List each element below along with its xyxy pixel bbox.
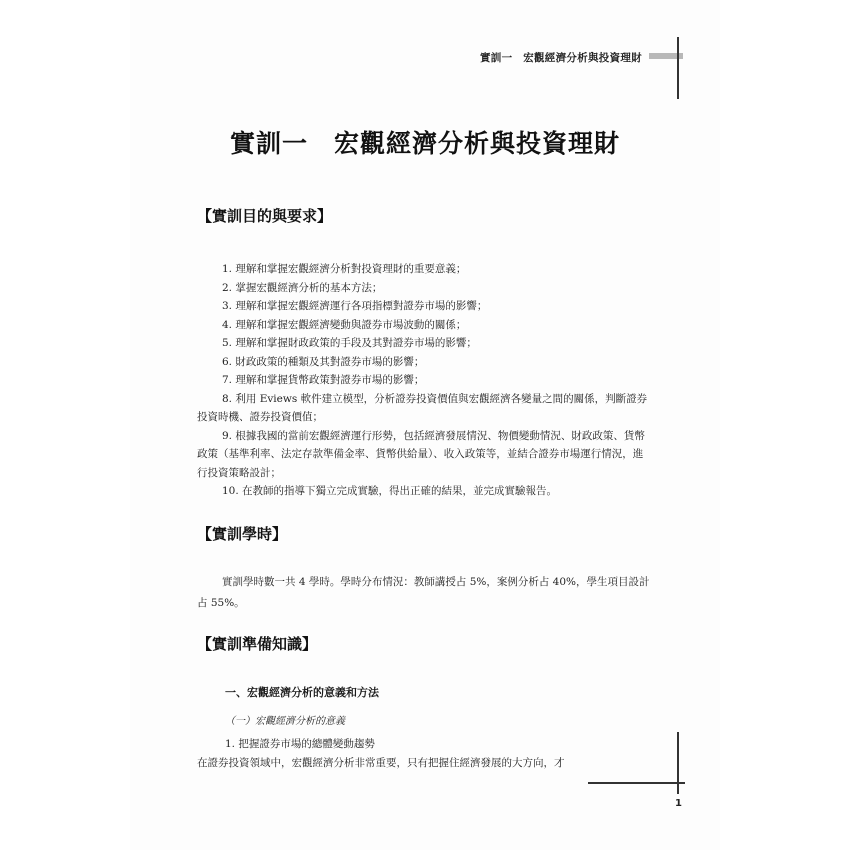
crop-mark-bottom-horizontal [588, 782, 685, 784]
chapter-name: 宏觀經濟分析與投資理財 [334, 129, 621, 158]
section-heading-knowledge: 【實訓準備知識】 [197, 635, 318, 653]
knowledge-sub-subheading: （一）宏觀經濟分析的意義 [225, 716, 345, 727]
knowledge-subheading: 一、宏觀經濟分析的意義和方法 [225, 686, 379, 699]
list-item: 6. 財政政策的種類及其對證券市場的影響； [222, 355, 425, 368]
section-heading-hours: 【實訓學時】 [197, 525, 288, 543]
list-item: 5. 理解和掌握財政政策的手段及其對證券市場的影響； [222, 337, 477, 349]
running-head: 實訓一 宏觀經濟分析與投資理財 [480, 52, 642, 64]
list-item: 10. 在教師的指導下獨立完成實驗，得出正確的結果，並完成實驗報告。 [222, 485, 558, 497]
list-item: 8. 利用 Eviews 軟件建立模型，分析證券投資價值與宏觀經濟各變量之間的關係，判斷證券投資時機、證券投資價值； [197, 392, 648, 423]
section-heading-objectives: 【實訓目的與要求】 [197, 207, 333, 225]
list-item: 1. 理解和掌握宏觀經濟分析對投資理財的重要意義； [222, 263, 467, 275]
crop-mark-top [677, 37, 679, 99]
chapter-label: 實訓一 [230, 129, 309, 158]
knowledge-body: 在證券投資領域中，宏觀經濟分析非常重要，只有把握住經濟發展的大方向，才 [197, 757, 565, 769]
page-number: 1 [675, 798, 682, 809]
hours-paragraph: 實訓學時數一共 4 學時。學時分布情況：教師講授占 5%，案例分析占 40%，學生項目設計占 55%。 [197, 576, 650, 609]
list-item: 2. 掌握宏觀經濟分析的基本方法； [222, 281, 383, 294]
list-item: 3. 理解和掌握宏觀經濟運行各項指標對證券市場的影響； [222, 300, 488, 312]
crop-mark-bottom-vertical [677, 732, 679, 794]
objectives-list [197, 260, 652, 501]
list-item: 7. 理解和掌握貨幣政策對證券市場的影響； [222, 374, 425, 386]
document-page [130, 0, 720, 850]
knowledge-point: 1. 把握證券市場的總體變動趨勢 [225, 738, 375, 750]
list-item: 9. 根據我國的當前宏觀經濟運行形勢，包括經濟發展情況、物價變動情況、財政政策、貨幣政策（基準利率、法定存款準備金率、貨幣供給量）、收入政策等，並結合證券市場運行情況，進行投資策略設計； [197, 429, 645, 479]
chapter-title [230, 124, 620, 160]
list-item: 4. 理解和掌握宏觀經濟變動與證券市場波動的關係； [222, 318, 467, 331]
